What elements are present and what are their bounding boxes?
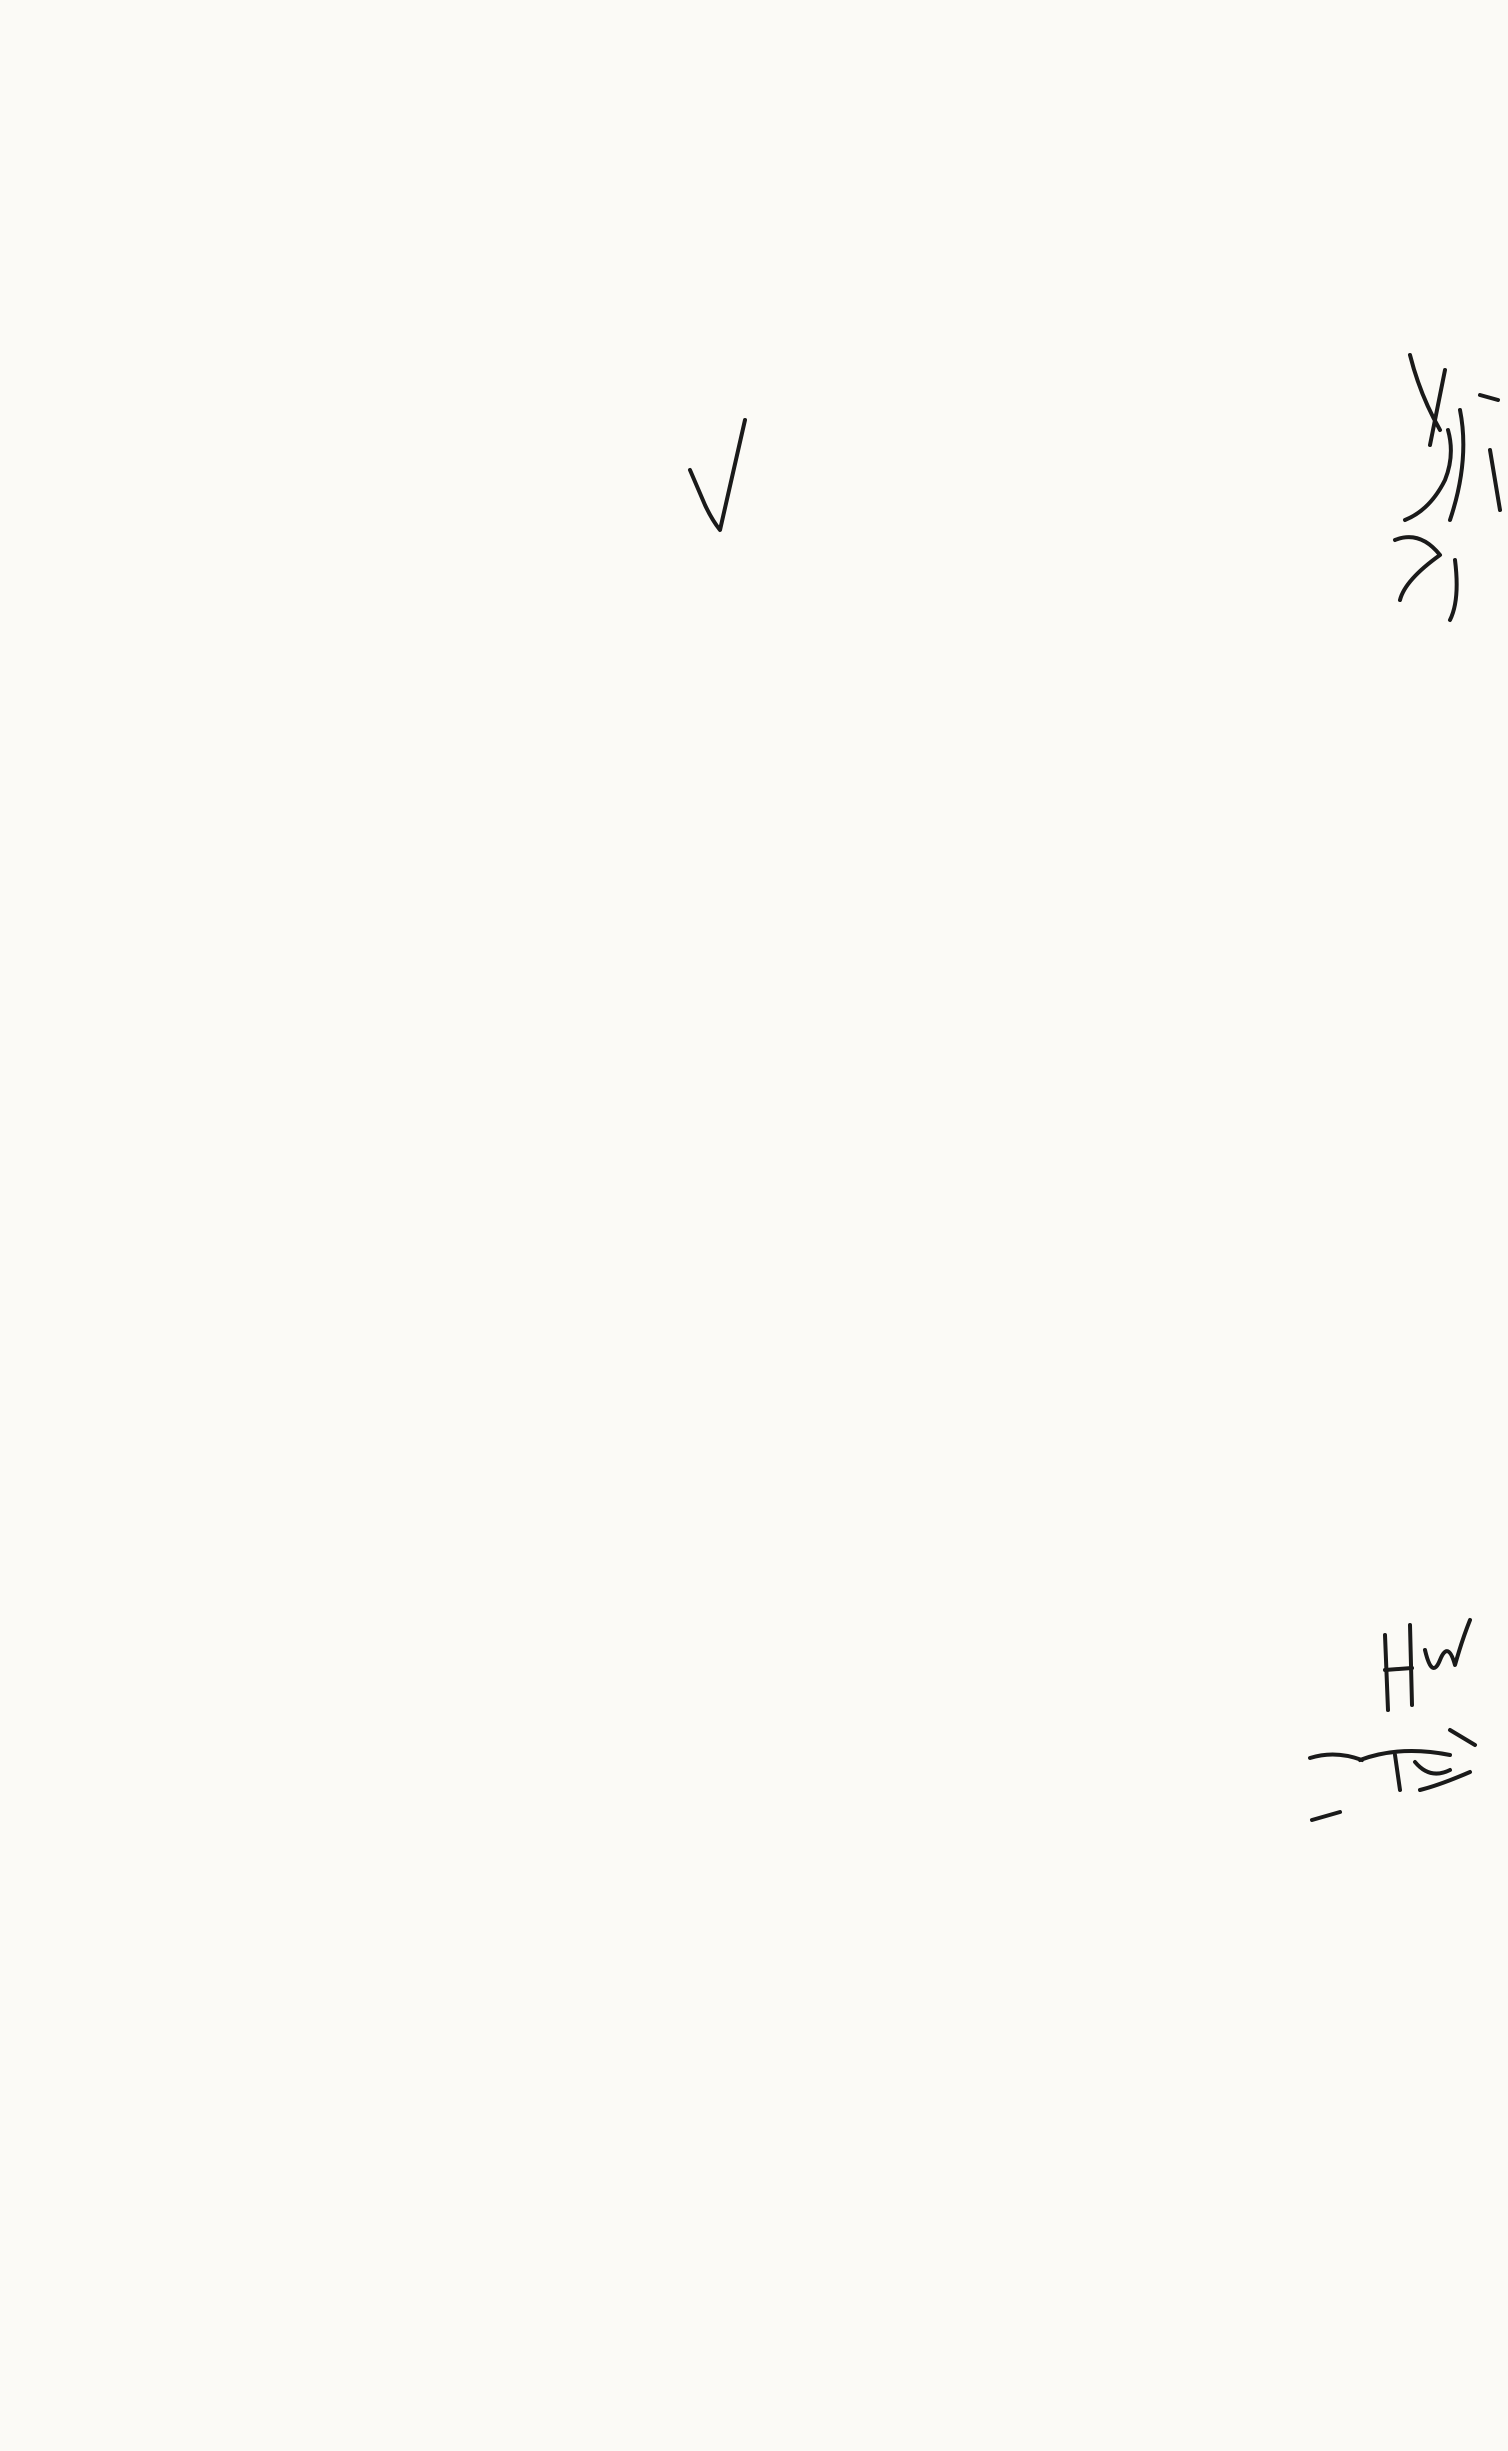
margin-scribble-1	[1395, 355, 1500, 600]
margin-scribble-4	[1360, 1730, 1475, 1790]
correction-mark	[690, 420, 745, 530]
margin-scribble-3	[1385, 1620, 1470, 1710]
underline-extension	[1310, 1754, 1362, 1820]
margin-scribble-2	[1405, 430, 1457, 620]
